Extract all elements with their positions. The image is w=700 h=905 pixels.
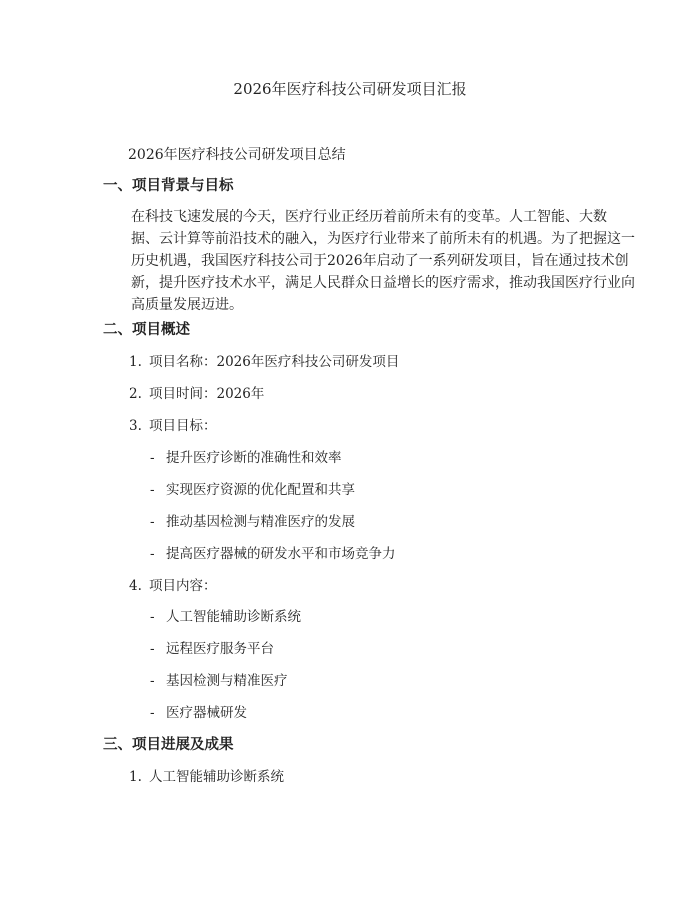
sub-list-item-text: 实现医疗资源的优化配置和共享 <box>166 482 355 498</box>
list-item-text: 人工智能辅助诊断系统 <box>149 769 284 785</box>
sub-list-item <box>150 480 355 500</box>
section-heading-progress: 三、项目进展及成果 <box>103 736 234 753</box>
paragraph-line: 历史机遇，我国医疗科技公司于2026年启动了一系列研发项目，旨在通过技术创 <box>131 253 629 269</box>
list-item-text: 项目时间：2026年 <box>149 386 265 402</box>
sub-list-item-text: 提高医疗器械的研发水平和市场竞争力 <box>166 546 396 562</box>
list-item <box>129 352 399 372</box>
paragraph-line: 在科技飞速发展的今天，医疗行业正经历着前所未有的变革。人工智能、大数 <box>131 209 607 225</box>
list-item <box>129 576 217 596</box>
sub-list-item <box>150 671 288 691</box>
sub-list-item-text: 基因检测与精准医疗 <box>166 673 288 689</box>
paragraph-line: 新，提升医疗技术水平，满足人民群众日益增长的医疗需求，推动我国医疗行业向 <box>131 275 635 291</box>
list-item <box>129 416 217 436</box>
sub-list-item-text: 人工智能辅助诊断系统 <box>166 609 301 625</box>
sub-list-item <box>150 703 247 723</box>
list-marker: 2. <box>129 386 142 402</box>
background-paragraph <box>103 206 635 316</box>
sub-list-item <box>150 639 274 659</box>
dash-bullet: - <box>150 450 155 466</box>
paragraph-line: 据、云计算等前沿技术的融入，为医疗行业带来了前所未有的机遇。为了把握这一 <box>131 231 635 247</box>
dash-bullet: - <box>150 482 155 498</box>
dash-bullet: - <box>150 609 155 625</box>
list-marker: 1. <box>129 769 142 785</box>
section-heading-background: 一、项目背景与目标 <box>103 177 234 194</box>
list-item <box>129 767 284 787</box>
sub-list-item <box>150 544 396 564</box>
document-title: 2026年医疗科技公司研发项目汇报 <box>233 80 467 98</box>
dash-bullet: - <box>150 641 155 657</box>
dash-bullet: - <box>150 673 155 689</box>
list-marker: 3. <box>129 418 142 434</box>
list-item-text: 项目名称：2026年医疗科技公司研发项目 <box>149 354 400 370</box>
list-marker: 4. <box>129 578 142 594</box>
sub-list-item <box>150 607 301 627</box>
sub-list-item-text: 远程医疗服务平台 <box>166 641 274 657</box>
sub-list-item-text: 推动基因检测与精准医疗的发展 <box>166 514 355 530</box>
list-item-text: 项目目标： <box>149 418 217 434</box>
sub-list-item <box>150 448 342 468</box>
section-heading-overview: 二、项目概述 <box>103 321 190 338</box>
list-item-text: 项目内容： <box>149 578 217 594</box>
document-subtitle: 2026年医疗科技公司研发项目总结 <box>128 147 346 163</box>
list-item <box>129 384 264 404</box>
dash-bullet: - <box>150 514 155 530</box>
list-marker: 1. <box>129 354 142 370</box>
dash-bullet: - <box>150 705 155 721</box>
paragraph-line: 高质量发展迈进。 <box>131 297 243 313</box>
sub-list-item-text: 医疗器械研发 <box>166 705 247 721</box>
sub-list-item <box>150 512 355 532</box>
sub-list-item-text: 提升医疗诊断的准确性和效率 <box>166 450 342 466</box>
dash-bullet: - <box>150 546 155 562</box>
